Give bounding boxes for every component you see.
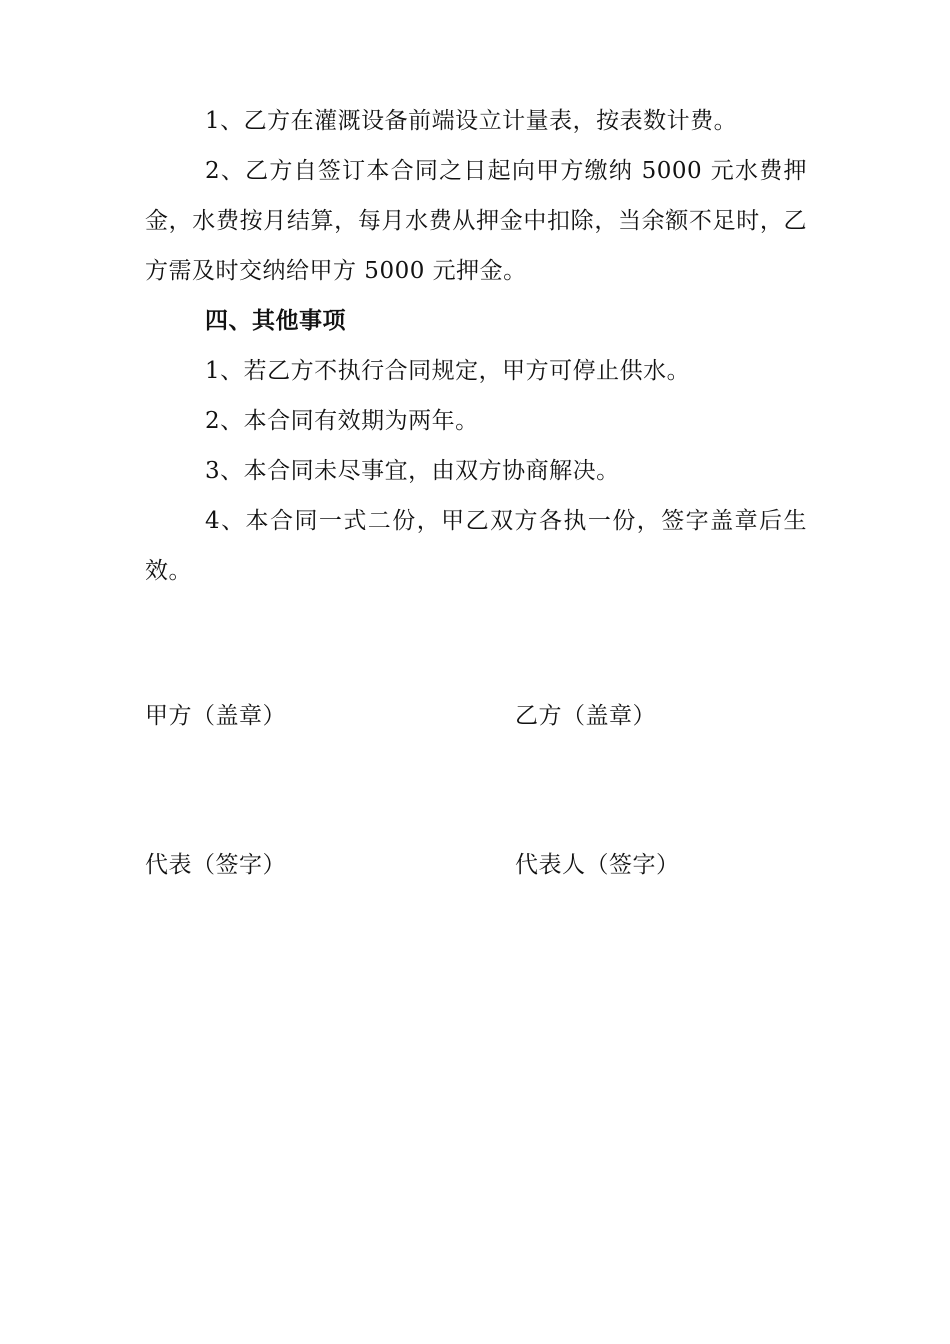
clause-metering: 1、乙方在灌溉设备前端设立计量表，按表数计费。 (205, 108, 738, 134)
section-heading-other-matters: 四、其他事项 (205, 307, 346, 334)
party-b-seal-label: 乙方（盖章） (515, 703, 656, 729)
clause-copies: 4、本合同一式二份，甲乙双方各执一份，签字盖章后生效。 (145, 508, 807, 584)
clause-deposit: 2、乙方自签订本合同之日起向甲方缴纳 5000 元水费押金，水费按月结算，每月水费从押金中扣除，当余额不足时，乙方需及时交纳给甲方 5000 元押金。 (145, 158, 807, 284)
party-b-representative-label: 代表人（签字） (515, 852, 680, 878)
clause-stop-supply: 1、若乙方不执行合同规定，甲方可停止供水。 (205, 358, 691, 384)
party-a-representative-label: 代表（签字） (145, 852, 286, 878)
contract-body (145, 96, 807, 596)
clause-negotiation: 3、本合同未尽事宜，由双方协商解决。 (205, 458, 620, 484)
party-a-seal-label: 甲方（盖章） (145, 703, 286, 729)
clause-validity: 2、本合同有效期为两年。 (205, 408, 479, 434)
